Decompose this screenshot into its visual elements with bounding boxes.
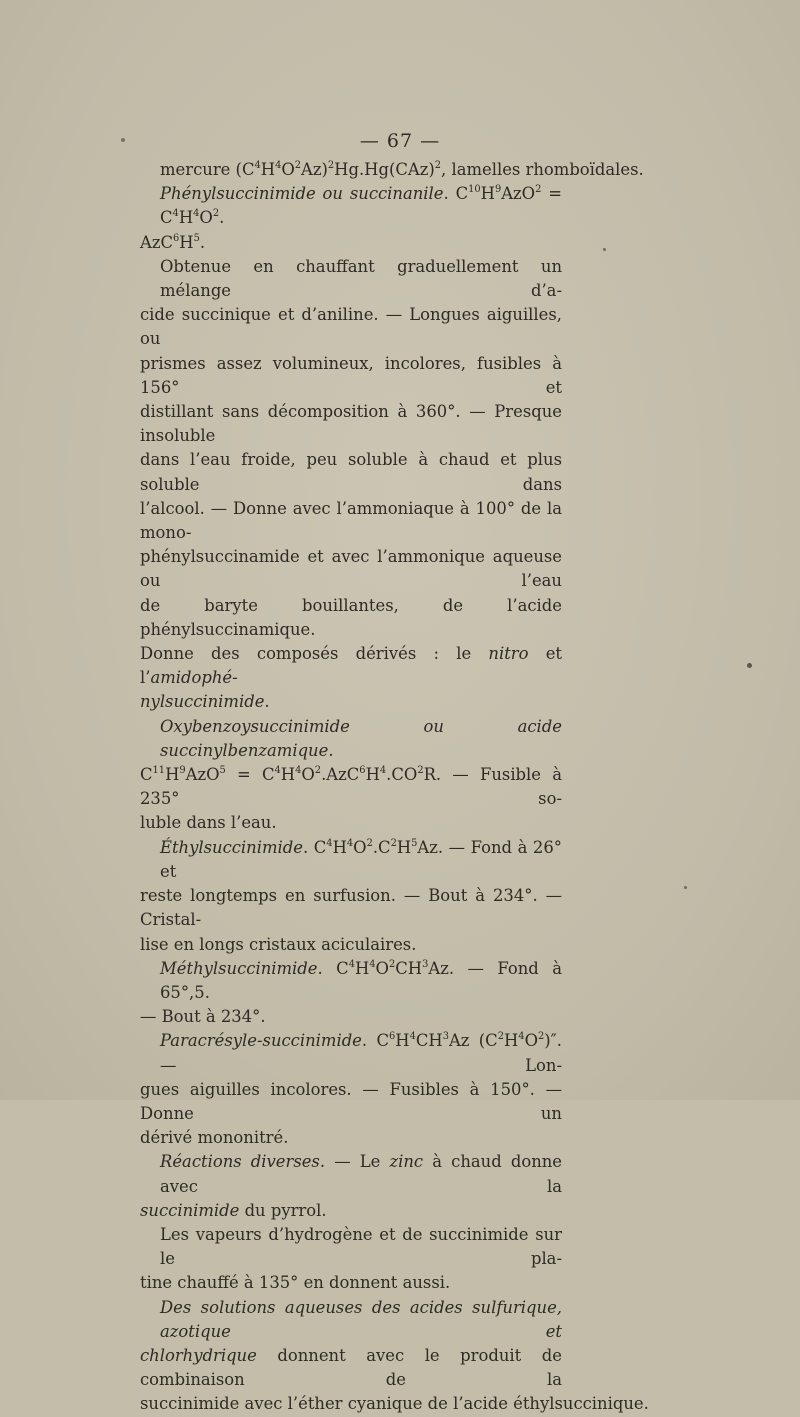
text-run: Az. — Fond à 26° et: [160, 837, 562, 881]
superscript: 4: [295, 765, 302, 777]
text-run: . C: [317, 958, 349, 978]
text-run: Oxybenzoysuccinimide ou acide succinylbenzamique.: [160, 716, 562, 760]
paragraph-obtenue: [140, 255, 562, 715]
text-run: H: [165, 765, 180, 785]
superscript: 5: [219, 765, 226, 777]
superscript: 4: [274, 765, 281, 777]
text-run: Az): [301, 160, 328, 179]
text-line: [140, 182, 562, 230]
superscript: 4: [409, 1031, 416, 1043]
text-run: H: [280, 765, 296, 785]
text-run: du pyrrol.: [239, 1200, 327, 1220]
text-run: . C: [361, 1031, 390, 1051]
text-run: CH: [395, 958, 423, 978]
paragraph-oxybenzoyl: [140, 715, 562, 836]
text-run: Hg.Hg(CAz): [334, 160, 435, 179]
text-line: [140, 1392, 649, 1416]
text-run: succinimide avec l’éther cyanique de l’acide éthylsuccinique.: [140, 1394, 649, 1414]
text-run: cide succinique et d’aniline. — Longues aiguilles, ou: [140, 305, 562, 349]
text-run: nylsuccinimide: [140, 692, 265, 712]
text-run: .: [199, 232, 206, 252]
foxing-spot: [747, 663, 752, 668]
text-line: [140, 400, 562, 448]
superscript: 2: [366, 837, 373, 849]
text-run: Paracrésyle-succinimide: [160, 1031, 362, 1051]
text-run: reste longtemps en surfusion. — Bout à 234°. — Cristal-: [140, 886, 562, 930]
text-run: mercure (C: [160, 160, 255, 179]
text-line: [140, 497, 562, 545]
text-run: dérivé mononitré.: [140, 1128, 289, 1148]
text-run: H: [395, 1031, 410, 1051]
text-line: [140, 255, 562, 303]
text-line: [140, 884, 562, 932]
text-line: [140, 811, 562, 835]
text-run: — Bout à 234°.: [140, 1007, 266, 1027]
superscript: 2: [434, 160, 442, 172]
superscript: 2: [327, 160, 335, 172]
superscript: 2: [294, 160, 302, 172]
text-run: luble dans l’eau.: [140, 813, 277, 833]
text-run: R. — Fusible à 235° so-: [140, 765, 562, 809]
paragraph-reactions: [140, 1150, 562, 1223]
foxing-spot: [121, 138, 125, 142]
text-run: Obtenue en chauffant graduellement un mélange d’a-: [160, 256, 562, 301]
text-run: distillant sans décomposition à 360°. — Presque insoluble: [140, 402, 562, 446]
body-text: [140, 158, 649, 1417]
superscript: 2: [390, 837, 397, 849]
text-line: [140, 1344, 562, 1392]
text-run: nitro: [488, 644, 529, 664]
text-run: CH: [415, 1031, 443, 1051]
text-run: O: [375, 958, 389, 978]
superscript: 6: [359, 765, 366, 777]
text-run: H: [480, 184, 495, 204]
text-run: à chaud donne avec la: [160, 1152, 563, 1196]
superscript: 2: [388, 958, 396, 970]
text-run: Des solutions aqueuses des acides sulfurique, azotique et: [160, 1297, 562, 1341]
superscript: 2: [314, 765, 322, 777]
text-run: chlorhydrique: [140, 1345, 257, 1365]
superscript: 4: [326, 837, 333, 849]
text-run: . C: [302, 837, 327, 857]
text-run: succinimide: [140, 1200, 240, 1220]
text-run: )″. — Lon-: [160, 1031, 562, 1075]
text-run: H: [396, 837, 412, 857]
text-run: AzC: [140, 232, 174, 252]
text-run: prismes assez volumineux, incolores, fusibles à 156° et: [140, 353, 562, 397]
text-line: [140, 715, 562, 763]
text-line: [140, 303, 562, 351]
superscript: 9: [179, 765, 186, 777]
superscript: 4: [346, 837, 354, 849]
text-run: de baryte bouillantes, de l’acide phénylsuccinamique.: [140, 595, 562, 639]
text-line: [140, 1078, 562, 1126]
text-line: [140, 1005, 562, 1029]
text-run: O: [524, 1031, 538, 1051]
text-line: [140, 158, 644, 182]
text-run: gues aiguilles incolores. — Fusibles à 150°. — Donne un: [140, 1079, 562, 1123]
superscript: 4: [348, 958, 355, 970]
foxing-spot: [603, 248, 606, 251]
superscript: 2: [535, 184, 542, 196]
text-run: .CO: [386, 765, 418, 785]
text-line: [140, 1150, 562, 1198]
text-run: Éthylsuccinimide: [160, 837, 303, 857]
text-run: Az. — Fond à 65°,5.: [160, 958, 563, 1002]
text-run: H: [354, 958, 370, 978]
text-run: O: [301, 765, 315, 785]
text-run: O: [281, 160, 295, 179]
text-run: AzO: [185, 765, 220, 785]
text-run: Phénylsuccinimide ou succinanile: [160, 184, 444, 204]
text-run: O: [199, 208, 213, 228]
superscript: 4: [369, 958, 376, 970]
text-line: [140, 642, 562, 690]
paragraph-vapeurs: [140, 1223, 562, 1296]
text-line: [140, 1223, 562, 1271]
text-run: zinc: [389, 1152, 424, 1172]
text-run: l’alcool. — Donne avec l’ammoniaque à 100° de la mono-: [140, 498, 562, 543]
text-run: H: [178, 208, 194, 228]
superscript: 4: [254, 160, 261, 172]
text-run: . C: [443, 184, 469, 204]
text-run: = C: [225, 765, 275, 785]
text-line: [140, 957, 562, 1005]
text-run: tine chauffé à 135° en donnent aussi.: [140, 1273, 451, 1293]
superscript: 2: [212, 208, 220, 220]
text-run: .C: [372, 837, 391, 857]
text-line: [140, 594, 562, 642]
text-run: AzO: [501, 184, 536, 204]
paragraph-solutions: [140, 1296, 649, 1417]
text-line: [140, 1296, 562, 1344]
text-run: H: [332, 837, 347, 857]
text-run: Az (C: [448, 1031, 498, 1051]
superscript: 6: [389, 1031, 396, 1043]
text-run: Méthylsuccinimide: [160, 958, 318, 978]
text-line: [140, 352, 562, 400]
superscript: 10: [468, 184, 481, 196]
superscript: 9: [494, 184, 502, 196]
superscript: 2: [497, 1031, 504, 1043]
paragraph-mercure: [140, 158, 644, 182]
text-run: C: [140, 765, 153, 785]
text-line: [140, 763, 562, 811]
superscript: 4: [275, 160, 282, 172]
superscript: 5: [411, 837, 418, 849]
text-run: H: [260, 160, 276, 179]
superscript: 3: [442, 1031, 449, 1043]
paragraph-ethyl: [140, 836, 562, 957]
text-line: [140, 690, 562, 714]
superscript: 6: [173, 232, 180, 244]
superscript: 2: [417, 765, 424, 777]
foxing-spot: [684, 886, 687, 889]
text-run: H: [365, 765, 380, 785]
text-run: Les vapeurs d’hydrogène et de succinimide sur le pla-: [160, 1224, 562, 1269]
text-line: [140, 448, 562, 496]
text-run: Réactions diverses: [160, 1152, 320, 1172]
text-run: dans l’eau froide, peu soluble à chaud et plus soluble dans: [140, 450, 562, 494]
text-run: phénylsuccinamide et avec l’ammonique aqueuse ou l’eau: [140, 547, 562, 591]
text-line: [140, 545, 562, 593]
text-run: amidophé-: [150, 668, 238, 688]
superscript: 11: [152, 765, 166, 777]
paragraph-phenylsuccinimide: [140, 182, 562, 255]
text-run: H: [504, 1031, 519, 1051]
text-run: Donne des composés dérivés : le: [140, 644, 489, 664]
text-run: .AzC: [321, 765, 360, 785]
superscript: 4: [518, 1031, 525, 1043]
text-run: lise en longs cristaux aciculaires.: [140, 934, 417, 954]
text-line: [140, 1126, 562, 1150]
text-line: [140, 836, 562, 884]
superscript: 4: [172, 208, 179, 220]
page-number: — 67 —: [359, 130, 441, 152]
text-line: [140, 231, 562, 255]
text-line: [140, 1199, 562, 1223]
superscript: 5: [193, 232, 200, 244]
text-line: [140, 1271, 562, 1295]
paragraph-methyl: [140, 957, 562, 1030]
superscript: 4: [379, 765, 387, 777]
text-line: [140, 933, 562, 957]
text-run: = C: [160, 184, 562, 228]
text-run: .: [219, 208, 225, 228]
text-run: .: [264, 692, 270, 712]
text-run: . — Le: [319, 1152, 390, 1172]
paragraph-paracresyle: [140, 1029, 562, 1150]
superscript: 3: [422, 958, 429, 970]
text-run: donnent avec le produit de combinaison de la: [140, 1345, 562, 1390]
text-run: , lamelles rhomboïdales.: [441, 160, 644, 179]
superscript: 2: [538, 1031, 545, 1043]
text-run: et l’: [140, 644, 563, 688]
superscript: 4: [193, 208, 200, 220]
text-run: H: [179, 232, 194, 252]
text-run: O: [353, 837, 367, 857]
text-line: [140, 1029, 562, 1077]
